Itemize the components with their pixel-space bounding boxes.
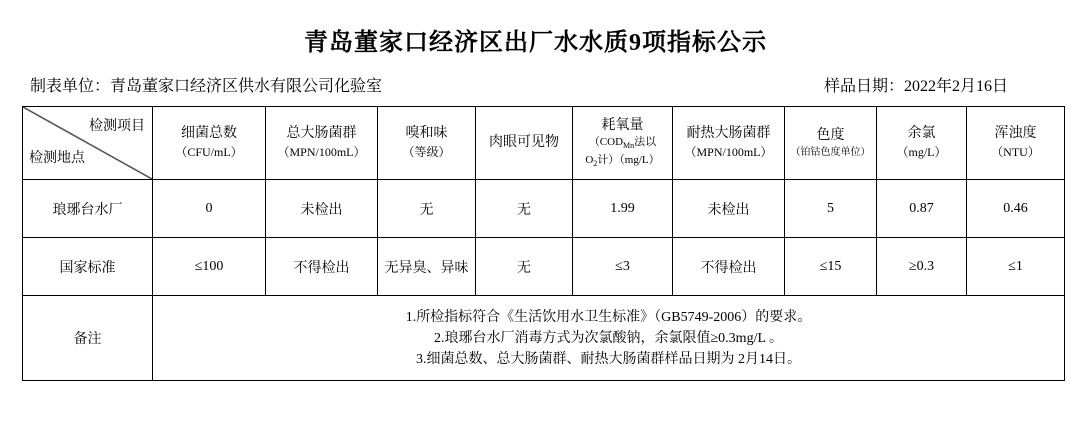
col-header-total-coliform: 总大肠菌群 （MPN/100mL） — [266, 107, 378, 180]
cell-turbidity: ≤1 — [967, 238, 1065, 296]
row-label: 琅琊台水厂 — [23, 180, 153, 238]
table-row-national-standard — [23, 238, 1065, 296]
cell-chroma: 5 — [785, 180, 877, 238]
col-header-heat-resistant-coliform: 耐热大肠菌群 （MPN/100mL） — [673, 107, 785, 180]
col-header-oxygen-consumption: 耗氧量 （$COD_{Mn}$法以 $O_2$计）（mg/L） — [573, 107, 673, 180]
cell-total-coliform: 不得检出 — [266, 238, 378, 296]
row-label: 国家标准 — [23, 238, 153, 296]
cell-oxygen-consumption: ≤3 — [573, 238, 673, 296]
cell-total-coliform: 未检出 — [266, 180, 378, 238]
cell-bacteria-count: 0 — [153, 180, 266, 238]
cell-heat-resistant-coliform: 不得检出 — [673, 238, 785, 296]
cell-heat-resistant-coliform: 未检出 — [673, 180, 785, 238]
cell-visible-matter: 无 — [476, 180, 573, 238]
col-header-chroma: 色度 （铂钴色度单位） — [785, 107, 877, 180]
col-header-visible-matter: 肉眼可见物 — [476, 107, 573, 180]
oxygen-unit-line-2: $O_2$计）（mg/L） — [585, 153, 660, 168]
corner-header-cell — [23, 107, 153, 180]
col-header-odor-taste: 嗅和味 （等级） — [378, 107, 476, 180]
cell-turbidity: 0.46 — [967, 180, 1065, 238]
meta-bar — [30, 73, 1008, 96]
cell-chroma: ≤15 — [785, 238, 877, 296]
cell-bacteria-count: ≤100 — [153, 238, 266, 296]
cell-odor-taste: 无异臭、异味 — [378, 238, 476, 296]
corner-label-items: 检测项目 — [89, 119, 145, 134]
cell-visible-matter: 无 — [476, 238, 573, 296]
remark-label: 备注 — [23, 296, 153, 381]
table-row-remark — [23, 296, 1065, 381]
cell-residual-chlorine: ≥0.3 — [877, 238, 967, 296]
col-header-bacteria-count: 细菌总数 （CFU/mL） — [153, 107, 266, 180]
water-quality-table — [22, 106, 1065, 381]
oxygen-unit-line-1: （$COD_{Mn}$法以 — [588, 136, 657, 151]
remark-content — [153, 296, 1065, 381]
cell-residual-chlorine: 0.87 — [877, 180, 967, 238]
remark-line-1: 1.所检指标符合《生活饮用水卫生标准》（GB5749-2006）的要求。 — [405, 309, 812, 325]
table-row-langyatai-plant — [23, 180, 1065, 238]
remark-line-2: 2.琅琊台水厂消毒方式为次氯酸钠，余氯限值≥0.3mg/L 。 — [434, 330, 783, 346]
cell-odor-taste: 无 — [378, 180, 476, 238]
col-header-residual-chlorine: 余氯 （mg/L） — [877, 107, 967, 180]
header-row — [23, 107, 1065, 180]
col-header-turbidity: 浑浊度 （NTU） — [967, 107, 1065, 180]
corner-label-location: 检测地点 — [29, 151, 85, 166]
remark-line-3: 3.细菌总数、总大肠菌群、耐热大肠菌群样品日期为 2月14日。 — [416, 351, 801, 367]
page-title: 青岛董家口经济区出厂水水质9项指标公示 — [304, 30, 767, 56]
prepared-by-label: 制表单位：青岛董家口经济区供水有限公司化验室 — [30, 78, 383, 95]
sample-date-label: 样品日期：2022年2月16日 — [823, 78, 1008, 95]
cell-oxygen-consumption: 1.99 — [573, 180, 673, 238]
